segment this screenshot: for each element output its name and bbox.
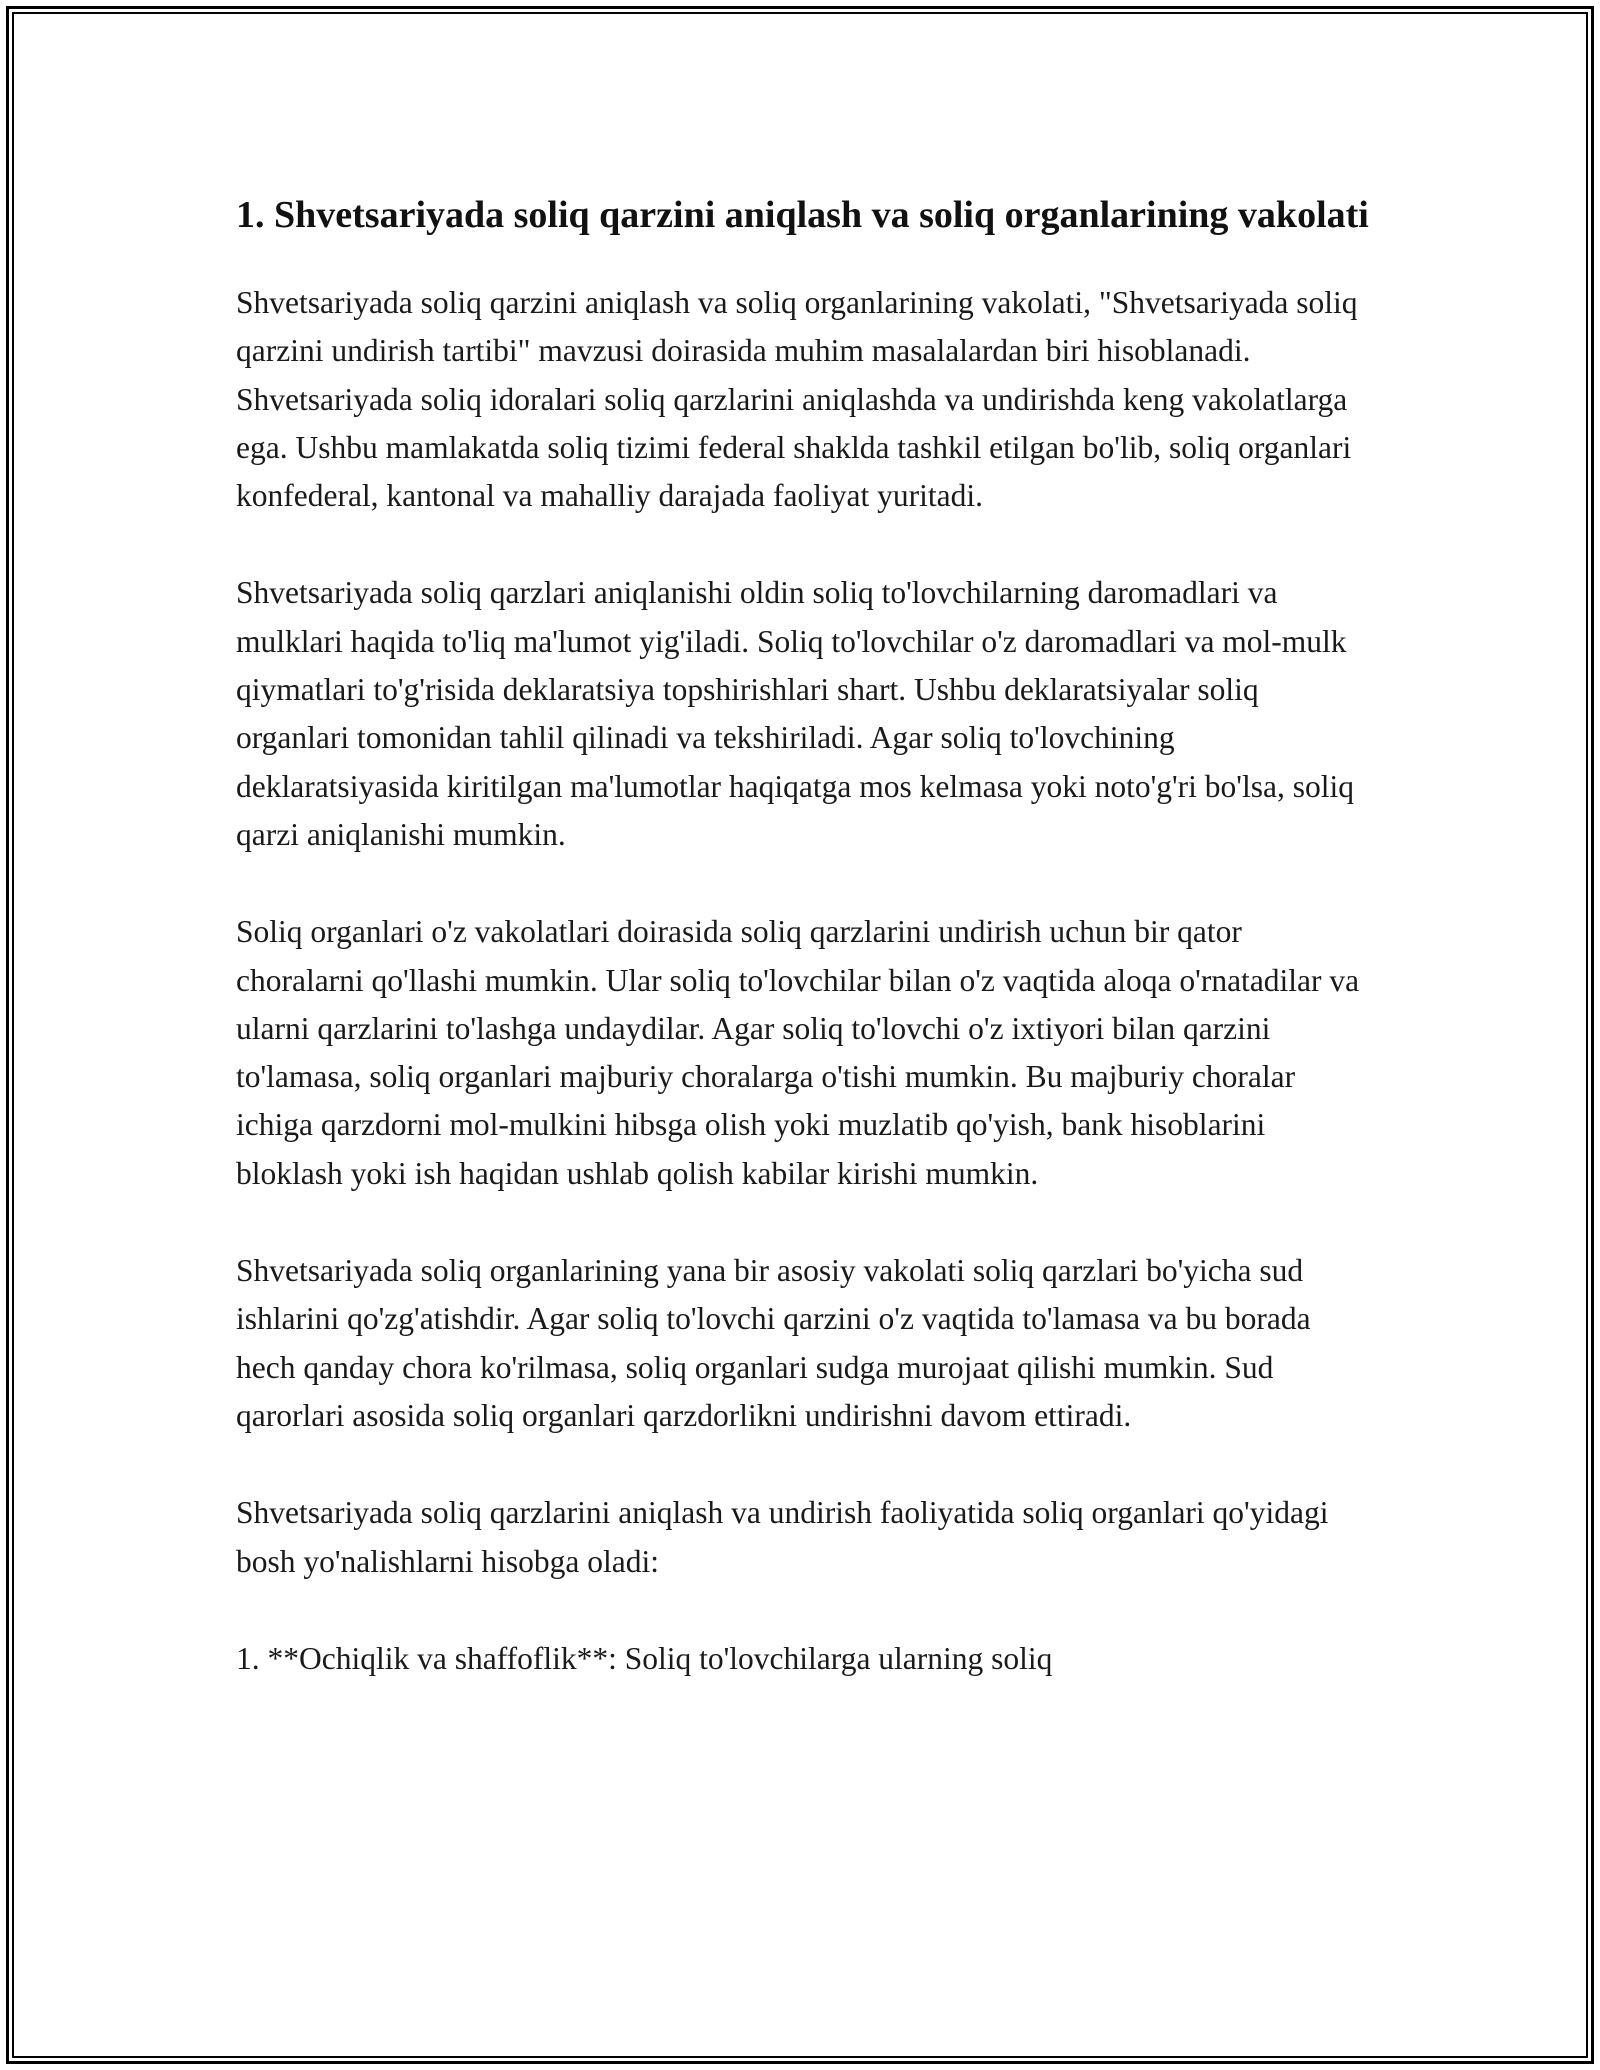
list-item: 1. **Ochiqlik va shaffoflik**: Soliq to'lovchilarga ularning soliq [236,1640,1053,1676]
paragraph-2: Shvetsariyada soliq qarzlari aniqlanishi oldin soliq to'lovchilarning daromadlari va mulklari haqida to'liq ma'lumot yig'iladi. Soliq to'lovchilar o'z daromadlari va mol-mulk qiymatlari to'g'risida deklaratsiya topshirishlari shart. Ushbu deklaratsiyalar soliq organlari tomonidan tahlil qilinadi va tekshiriladi. Agar soliq to'lovchining deklaratsiyasida kiritilgan ma'lumotlar haqiqatga mos kelmasa yoki noto'g'ri bo'lsa, soliq qarzi aniqlanishi mumkin. [236,575,1354,852]
paragraph-5: Shvetsariyada soliq qarzlarini aniqlash va undirish faoliyatida soliq organlari qo'yidagi bosh yo'nalishlarni hisobga oladi: [236,1495,1329,1579]
paragraph-4: Shvetsariyada soliq organlarining yana bir asosiy vakolati soliq qarzlari bo'yicha sud ishlarini qo'zg'atishdir. Agar soliq to'lovchi qarzini o'z vaqtida to'lamasa va bu borada hech qanday chora ko'rilmasa, soliq organlari sudga murojaat qilishi mumkin. Sud qarorlari asosida soliq organlari qarzdorlikni undirishni davom ettiradi. [236,1253,1311,1433]
paragraph-3: Soliq organlari o'z vakolatlari doirasida soliq qarzlarini undirish uchun bir qator choralarni qo'llashi mumkin. Ular soliq to'lovchilar bilan o'z vaqtida aloqa o'rnatadilar va ularni qarzlarini to'lashga undaydilar. Agar soliq to'lovchi o'z ixtiyori bilan qarzini to'lamasa, soliq organlari majburiy choralarga o'tishi mumkin. Bu majburiy choralar ichiga qarzdorni mol-mulkini hibsga olish yoki muzlatib qo'yish, bank hisoblarini bloklash yoki ish haqidan ushlab qolish kabilar kirishi mumkin. [236,914,1360,1191]
document-heading: 1. Shvetsariyada soliq qarzini aniqlash va soliq organlarining vakolati [236,194,1369,236]
paragraph-1: Shvetsariyada soliq qarzini aniqlash va soliq organlarining vakolati, "Shvetsariyada soliq qarzini undirish tartibi" mavzusi doirasida muhim masalalardan biri hisoblanadi. Shvetsariyada soliq idoralari soliq qarzlarini aniqlashda va undirishda keng vakolatlarga ega. Ushbu mamlakatda soliq tizimi federal shaklda tashkil etilgan bo'lib, soliq organlari konfederal, kantonal va mahalliy darajada faoliyat yuritadi. [236,285,1358,514]
document-body [236,188,1376,1683]
